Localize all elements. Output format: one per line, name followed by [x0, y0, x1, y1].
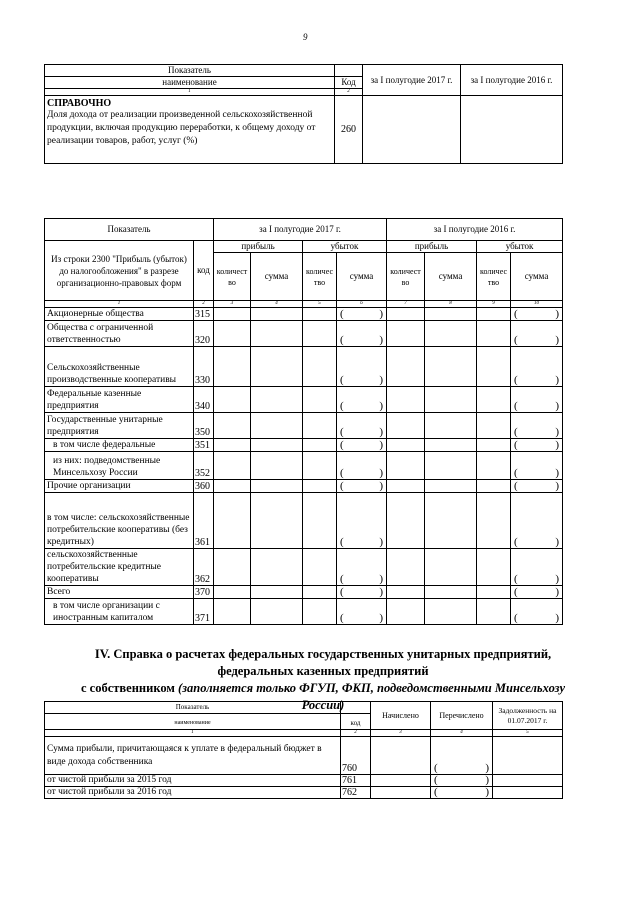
cell-value[interactable]	[425, 599, 477, 625]
cell-value[interactable]	[371, 737, 431, 775]
cell-value[interactable]	[477, 347, 511, 387]
cell-value[interactable]	[461, 96, 563, 164]
cell-value[interactable]	[251, 599, 303, 625]
row-name: сельскохозяйственные потребительские кредитные кооперативы	[45, 549, 194, 586]
cell-value[interactable]	[425, 549, 477, 586]
cell-value[interactable]	[214, 439, 251, 452]
header-sum: сумма	[511, 253, 563, 301]
cell-value[interactable]	[477, 586, 511, 599]
cell-value[interactable]	[477, 480, 511, 493]
cell-value[interactable]	[251, 387, 303, 413]
cell-value[interactable]: ( )	[511, 413, 563, 439]
cell-value[interactable]: ( )	[511, 599, 563, 625]
header-qty: количество	[387, 253, 425, 301]
cell-value[interactable]	[425, 586, 477, 599]
cell-value[interactable]	[214, 452, 251, 480]
cell-value[interactable]	[214, 347, 251, 387]
col-num: 1	[45, 89, 335, 96]
row-code: 762	[341, 787, 371, 799]
col-num: 4	[431, 730, 493, 737]
cell-value[interactable]	[214, 480, 251, 493]
cell-value[interactable]	[387, 586, 425, 599]
cell-value[interactable]: ( )	[337, 308, 387, 321]
cell-value[interactable]: ( )	[337, 347, 387, 387]
header-2017: за I полугодие 2017 г.	[214, 219, 387, 241]
row-code: 371	[194, 599, 214, 625]
header-name: наименование	[45, 77, 335, 89]
row-code: 761	[341, 775, 371, 787]
cell-value[interactable]: ( )	[511, 347, 563, 387]
header-profit: прибыль	[214, 241, 303, 253]
cell-value[interactable]	[251, 321, 303, 347]
col-num: 6	[337, 301, 387, 308]
cell-value[interactable]	[477, 413, 511, 439]
cell-value[interactable]: ( )	[431, 737, 493, 775]
cell-value[interactable]	[303, 439, 337, 452]
row-name: Федеральные казенные предприятия	[45, 387, 194, 413]
cell-value[interactable]	[251, 480, 303, 493]
cell-value[interactable]	[425, 308, 477, 321]
cell-value[interactable]	[387, 308, 425, 321]
header-2016: за I полугодие 2016 г.	[387, 219, 563, 241]
header-code: Код	[335, 77, 363, 89]
row-description: Из строки 2300 "Прибыль (убыток) до налогообложения" в разрезе организационно-правовых форм	[45, 241, 194, 301]
col-num: 5	[493, 730, 563, 737]
cell-value[interactable]	[303, 387, 337, 413]
cell-value[interactable]	[214, 586, 251, 599]
row-code: 370	[194, 586, 214, 599]
col-num: 10	[511, 301, 563, 308]
cell-value[interactable]: ( )	[431, 775, 493, 787]
cell-value[interactable]	[493, 737, 563, 775]
col-num: 3	[371, 730, 431, 737]
col-num: 3	[214, 301, 251, 308]
table-row	[45, 439, 563, 452]
col-num: 9	[477, 301, 511, 308]
cell-value[interactable]	[387, 480, 425, 493]
row-code: 315	[194, 308, 214, 321]
section4-line1: IV. Справка о расчетах федеральных государственных унитарных предприятий,	[94, 647, 552, 661]
cell-value[interactable]	[363, 96, 461, 164]
table-row-761: от чистой прибыли за 2015 год	[45, 775, 341, 787]
header-indicator: Показатель	[45, 702, 341, 714]
table-row	[45, 586, 563, 599]
section4-line4: России)	[301, 698, 345, 712]
cell-value[interactable]	[477, 387, 511, 413]
header-qty: количество	[214, 253, 251, 301]
cell-value[interactable]	[387, 439, 425, 452]
header-qty: количество	[303, 253, 337, 301]
cell-value[interactable]	[214, 599, 251, 625]
cell-value[interactable]	[425, 452, 477, 480]
section4-line3: с собственником (заполняется только ФГУП, ФКП, подведомственными Минсельхозу	[81, 681, 565, 695]
row-name: Всего	[45, 586, 194, 599]
row-code: 340	[194, 387, 214, 413]
table-row	[45, 413, 563, 439]
cell-value[interactable]	[214, 549, 251, 586]
row-code: 352	[194, 452, 214, 480]
row-code: 330	[194, 347, 214, 387]
row-code: 350	[194, 413, 214, 439]
reference-table	[44, 64, 563, 164]
row-name: Государственные унитарные предприятия	[45, 413, 194, 439]
col-num: 4	[251, 301, 303, 308]
header-code: код	[194, 241, 214, 301]
cell-value[interactable]: ( )	[337, 599, 387, 625]
col-num: 2	[341, 730, 371, 737]
cell-value[interactable]	[387, 599, 425, 625]
table-row-760: Сумма прибыли, причитающаяся к уплате в федеральный бюджет в виде дохода собственника	[45, 737, 341, 775]
page-number: 9	[303, 32, 308, 42]
cell-value[interactable]	[387, 549, 425, 586]
table-row	[45, 599, 563, 625]
cell-value[interactable]: ( )	[337, 586, 387, 599]
table-row	[45, 387, 563, 413]
cell-value[interactable]	[251, 549, 303, 586]
cell-value[interactable]	[425, 480, 477, 493]
cell-value[interactable]: ( )	[337, 321, 387, 347]
header-accrued: Начислено	[371, 702, 431, 730]
cell-value[interactable]	[303, 321, 337, 347]
row-code: 361	[194, 493, 214, 549]
header-indicator: Показатель	[45, 65, 335, 77]
cell-value[interactable]	[477, 439, 511, 452]
cell-value[interactable]: ( )	[337, 413, 387, 439]
row-code: 760	[341, 737, 371, 775]
cell-value[interactable]	[477, 493, 511, 549]
header-name: наименование	[45, 714, 341, 730]
cell-value[interactable]	[477, 321, 511, 347]
header-2016: за I полугодие 2016 г.	[461, 65, 563, 96]
cell-value[interactable]	[251, 413, 303, 439]
row-name: Акционерные общества	[45, 308, 194, 321]
cell-value[interactable]	[425, 347, 477, 387]
cell-value[interactable]	[214, 308, 251, 321]
row-name: в том числе федеральные	[45, 439, 194, 452]
cell-value[interactable]	[425, 439, 477, 452]
cell-value[interactable]	[387, 321, 425, 347]
table-row	[45, 347, 563, 387]
col-num: 8	[425, 301, 477, 308]
col-num: 2	[194, 301, 214, 308]
header-sum: сумма	[337, 253, 387, 301]
row-name: в том числе: сельскохозяйственные потребительские кооперативы (без кредитных)	[45, 493, 194, 549]
cell-value[interactable]	[477, 308, 511, 321]
cell-value[interactable]	[251, 308, 303, 321]
header-sum: сумма	[425, 253, 477, 301]
cell-value[interactable]	[303, 452, 337, 480]
cell-value[interactable]: ( )	[511, 480, 563, 493]
cell-value[interactable]	[303, 493, 337, 549]
header-qty: количество	[477, 253, 511, 301]
row-code: 360	[194, 480, 214, 493]
header-sum: сумма	[251, 253, 303, 301]
header-2017: за I полугодие 2017 г.	[363, 65, 461, 96]
col-num: 7	[387, 301, 425, 308]
row-name: из них: подведомственные Минсельхозу России	[45, 452, 194, 480]
cell-value[interactable]: ( )	[511, 452, 563, 480]
cell-value[interactable]: ( )	[337, 387, 387, 413]
header-transferred: Перечислено	[431, 702, 493, 730]
header-loss: убыток	[477, 241, 563, 253]
table-row	[45, 549, 563, 586]
cell-value[interactable]	[387, 452, 425, 480]
cell-value[interactable]	[477, 452, 511, 480]
col-num: 2	[335, 89, 363, 96]
cell-value[interactable]	[387, 493, 425, 549]
col-num: 5	[303, 301, 337, 308]
cell-value[interactable]	[493, 787, 563, 799]
cell-value[interactable]	[251, 439, 303, 452]
cell-value[interactable]: ( )	[511, 308, 563, 321]
cell-value[interactable]	[214, 387, 251, 413]
cell-value[interactable]	[303, 549, 337, 586]
cell-value[interactable]	[214, 493, 251, 549]
reference-text: Доля дохода от реализации произведенной сельскохозяйственной продукции, включая продукцию переработки, к общему доходу от реализации товаров, работ, услуг (%)	[47, 110, 316, 146]
header-loss: убыток	[303, 241, 387, 253]
row-name: Сельскохозяйственные производственные кооперативы	[45, 347, 194, 387]
cell-value[interactable]	[477, 549, 511, 586]
cell-value[interactable]	[251, 347, 303, 387]
row-name: Прочие организации	[45, 480, 194, 493]
table-body	[45, 308, 563, 625]
cell-value[interactable]: ( )	[337, 493, 387, 549]
cell-value[interactable]	[425, 493, 477, 549]
cell-value[interactable]: ( )	[511, 439, 563, 452]
profit-loss-table	[44, 218, 563, 625]
cell-value[interactable]	[303, 586, 337, 599]
reference-code: 260	[335, 96, 363, 164]
cell-value[interactable]	[493, 775, 563, 787]
cell-value[interactable]: ( )	[511, 549, 563, 586]
col-num: 1	[45, 730, 341, 737]
cell-value[interactable]	[303, 480, 337, 493]
cell-value[interactable]	[387, 387, 425, 413]
header-debt: Задолженность на 01.07.2017 г.	[493, 702, 563, 730]
row-code: 362	[194, 549, 214, 586]
cell-value[interactable]	[303, 413, 337, 439]
cell-value[interactable]	[425, 321, 477, 347]
row-code: 351	[194, 439, 214, 452]
cell-value[interactable]: ( )	[337, 480, 387, 493]
cell-value[interactable]: ( )	[511, 493, 563, 549]
table-row	[45, 308, 563, 321]
cell-value[interactable]	[371, 775, 431, 787]
table-row	[45, 321, 563, 347]
cell-value[interactable]	[214, 413, 251, 439]
row-name: Общества с ограниченной ответственностью	[45, 321, 194, 347]
cell-value[interactable]: ( )	[337, 549, 387, 586]
cell-value[interactable]	[387, 413, 425, 439]
cell-value[interactable]	[251, 586, 303, 599]
row-name: в том числе организации с иностранным капиталом	[45, 599, 194, 625]
reference-row	[45, 96, 335, 164]
header-profit: прибыль	[387, 241, 477, 253]
header-indicator: Показатель	[45, 219, 214, 241]
cell-value[interactable]: ( )	[511, 321, 563, 347]
owner-settlements-table	[44, 701, 563, 799]
table-row-762: от чистой прибыли за 2016 год	[45, 787, 341, 799]
cell-value[interactable]	[371, 787, 431, 799]
reference-title: СПРАВОЧНО	[47, 98, 112, 109]
cell-value[interactable]: ( )	[337, 439, 387, 452]
col-num: 1	[45, 301, 194, 308]
cell-value[interactable]: ( )	[337, 452, 387, 480]
cell-value[interactable]	[214, 321, 251, 347]
table-row	[45, 480, 563, 493]
header-code: код	[341, 714, 371, 730]
cell-value[interactable]	[251, 452, 303, 480]
cell-value[interactable]	[425, 387, 477, 413]
cell-value[interactable]	[303, 347, 337, 387]
table-row	[45, 452, 563, 480]
cell-value[interactable]: ( )	[431, 787, 493, 799]
row-code: 320	[194, 321, 214, 347]
section4-line2: федеральных казенных предприятий	[217, 664, 429, 678]
cell-value[interactable]	[303, 308, 337, 321]
table-row	[45, 493, 563, 549]
cell-value[interactable]	[387, 347, 425, 387]
cell-value[interactable]	[251, 493, 303, 549]
cell-value[interactable]	[303, 599, 337, 625]
cell-value[interactable]: ( )	[511, 586, 563, 599]
cell-value[interactable]: ( )	[511, 387, 563, 413]
cell-value[interactable]	[477, 599, 511, 625]
cell-value[interactable]	[425, 413, 477, 439]
